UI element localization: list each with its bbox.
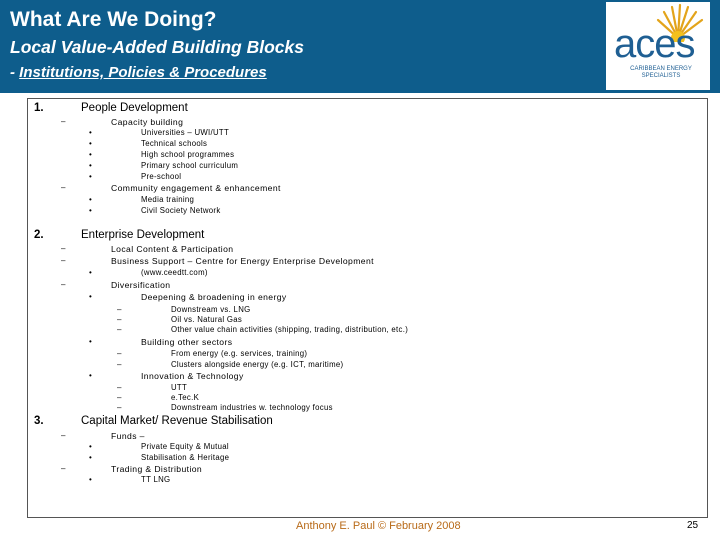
section-number: 1. [34,102,44,114]
page-number: 25 [687,520,699,531]
bullet-marker: • [89,172,92,181]
bullet-marker: • [89,268,92,277]
outline-item: Building other sectors [141,337,233,347]
outline-item: Clusters alongside energy (e.g. ICT, maritime) [171,360,344,369]
bullet-marker: • [89,442,92,451]
footer-credit: Anthony E. Paul © February 2008 [296,520,461,532]
outline-item: High school programmes [141,150,235,159]
dash-marker: – [61,244,66,253]
outline-item: Primary school curriculum [141,161,239,170]
bullet-marker: • [89,371,92,380]
section-title: Capital Market/ Revenue Stabilisation [81,415,273,427]
dash-marker: – [117,325,122,334]
outline-item: Downstream vs. LNG [171,305,251,314]
bullet-marker: • [89,150,92,159]
outline-item: Capacity building [111,117,184,127]
section-number: 3. [34,415,44,427]
bullet-marker: • [89,161,92,170]
outline-item: Oil vs. Natural Gas [171,315,243,324]
content-frame [27,98,708,518]
logo-tagline: CARIBBEAN ENERGY SPECIALISTS [630,66,692,79]
outline-item: Trading & Distribution [111,464,203,474]
outline-item: Community engagement & enhancement [111,183,281,193]
bullet-marker: • [89,292,92,301]
dash-marker: – [61,256,66,265]
dash-marker: – [117,383,122,392]
subtitle-underlined: Institutions, Policies & Procedures [19,64,267,81]
outline-item: Local Content & Participation [111,244,234,254]
outline-item: Technical schools [141,139,208,148]
dash-marker: – [117,403,122,412]
subtitle-dash: - [10,64,20,81]
dash-marker: – [61,431,66,440]
dash-marker: – [61,280,66,289]
outline-item: Civil Society Network [141,206,221,215]
dash-marker: – [117,393,122,402]
logo-word: aces [614,22,695,66]
dash-marker: – [61,183,66,192]
slide-title: What Are We Doing? [10,8,217,31]
outline-item: Diversification [111,280,171,290]
aces-logo [606,2,710,90]
bullet-marker: • [89,139,92,148]
bullet-marker: • [89,206,92,215]
outline-item: Deepening & broadening in energy [141,292,287,302]
outline-item: Business Support – Centre for Energy Enterprise Development [111,256,374,266]
outline-item: UTT [171,383,188,392]
outline-item: TT LNG [141,475,171,484]
outline-item: Innovation & Technology [141,371,244,381]
slide-sub-subtitle [10,64,267,81]
outline-item: From energy (e.g. services, training) [171,349,308,358]
dash-marker: – [117,349,122,358]
outline-item: Stabilisation & Heritage [141,453,230,462]
outline-item: Pre-school [141,172,182,181]
outline-item: (www.ceedtt.com) [141,268,208,277]
bullet-marker: • [89,128,92,137]
title-banner [0,0,720,93]
section-number: 2. [34,229,44,241]
bullet-marker: • [89,195,92,204]
dash-marker: – [61,117,66,126]
outline-item: Funds – [111,431,145,441]
outline-item: Other value chain activities (shipping, trading, distribution, etc.) [171,325,409,334]
outline-item: Downstream industries w. technology focus [171,403,333,412]
slide-subtitle: Local Value-Added Building Blocks [10,37,304,57]
outline-item: Universities – UWI/UTT [141,128,230,137]
dash-marker: – [61,464,66,473]
outline-item: e.Tec.K [171,393,200,402]
section-title: People Development [81,102,188,114]
outline-item: Private Equity & Mutual [141,442,229,451]
outline-item: Media training [141,195,195,204]
bullet-marker: • [89,453,92,462]
bullet-marker: • [89,337,92,346]
bullet-marker: • [89,475,92,484]
dash-marker: – [117,360,122,369]
dash-marker: – [117,305,122,314]
dash-marker: – [117,315,122,324]
section-title: Enterprise Development [81,229,205,241]
